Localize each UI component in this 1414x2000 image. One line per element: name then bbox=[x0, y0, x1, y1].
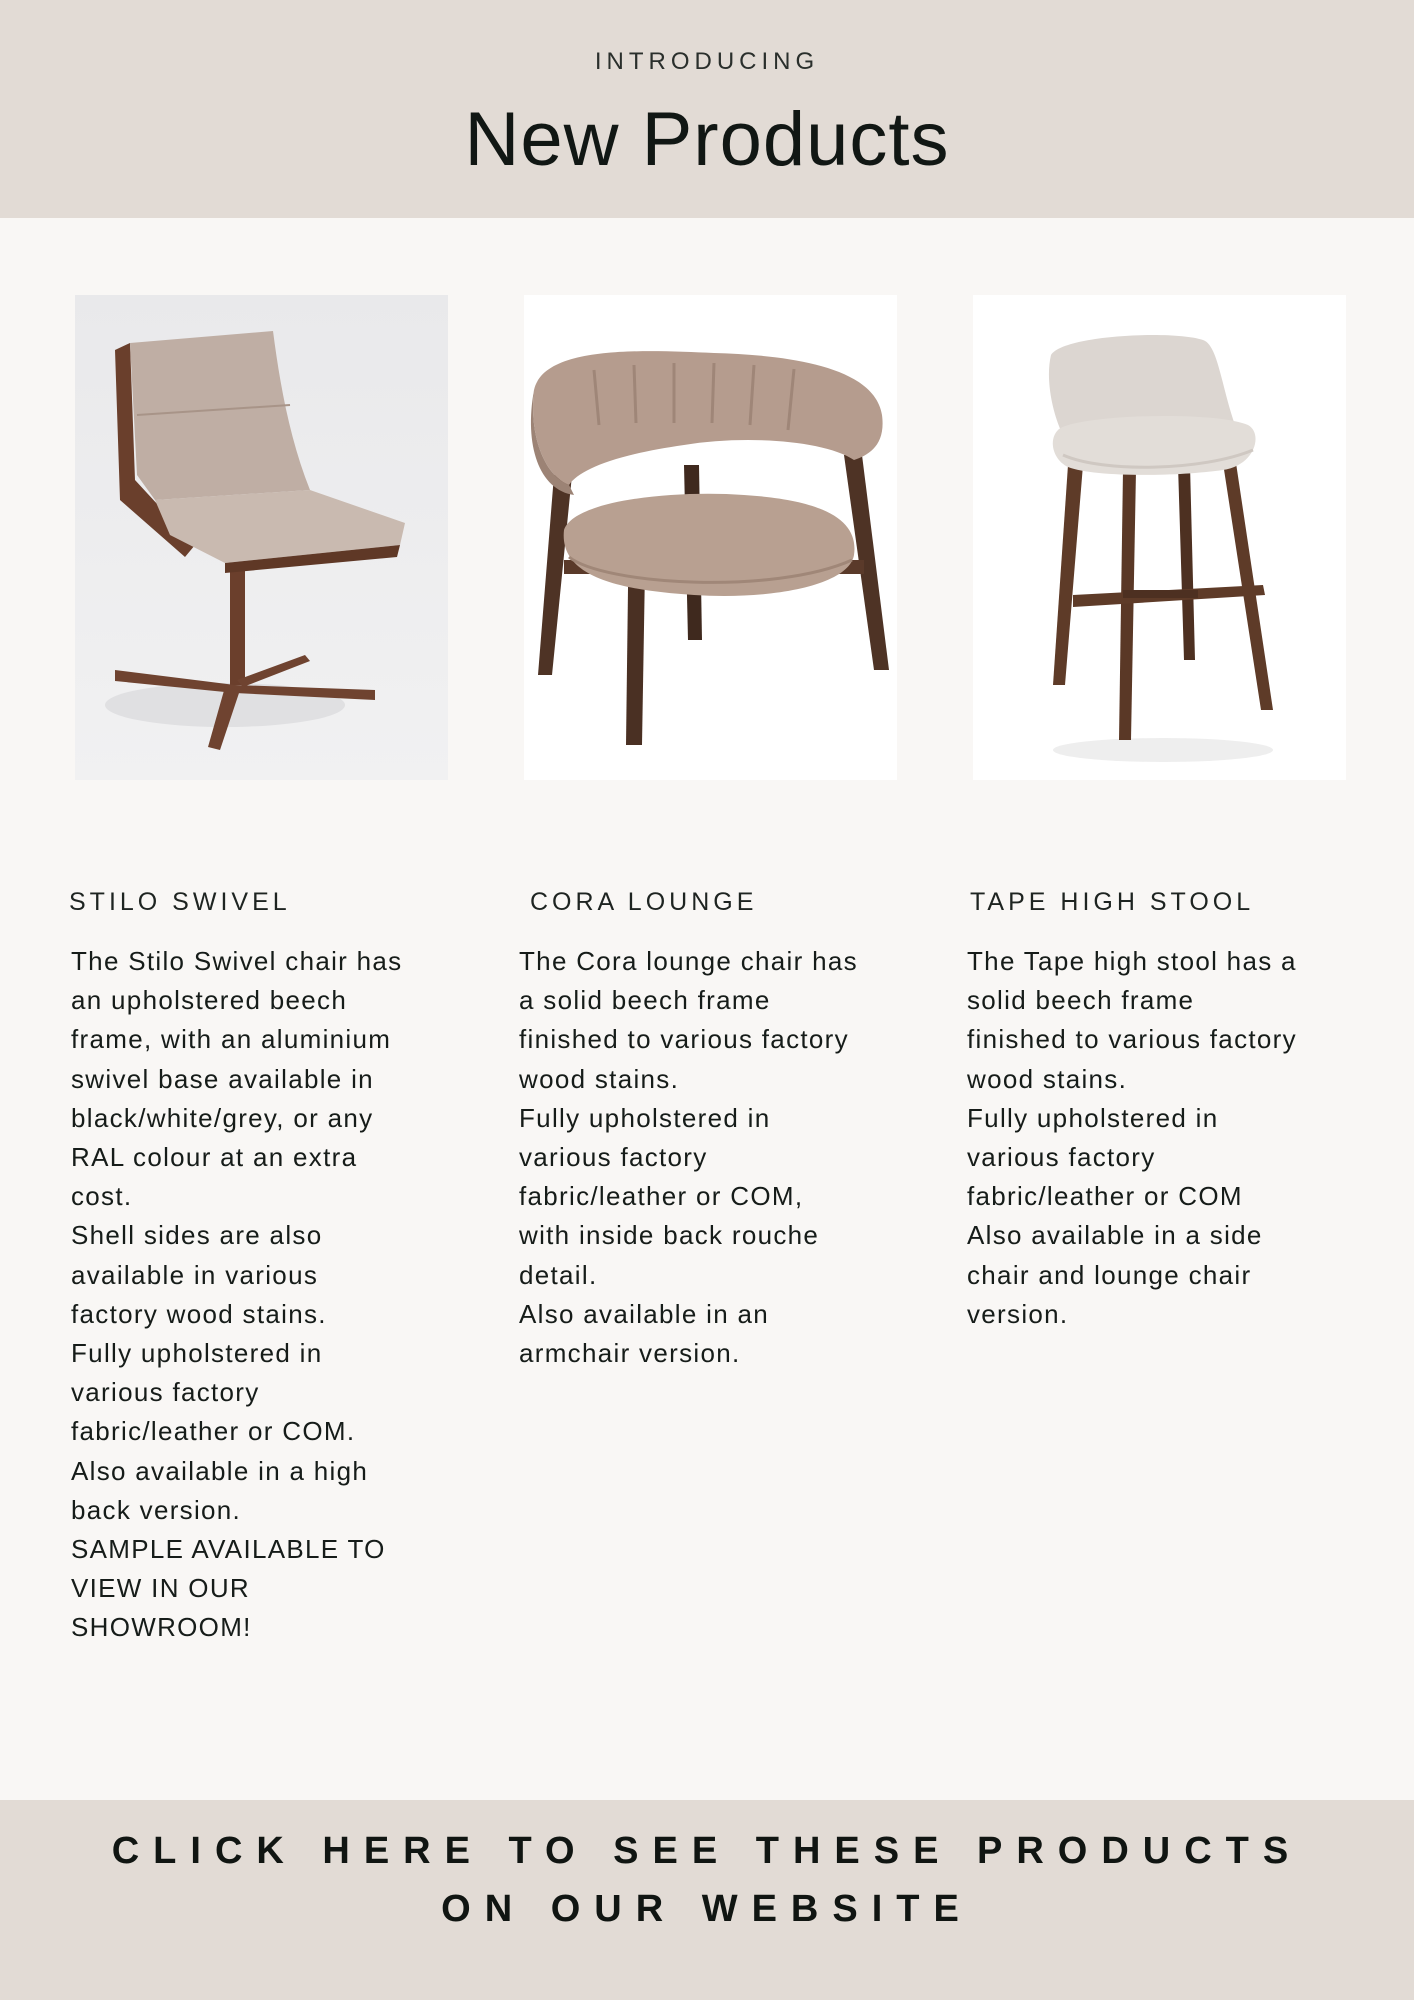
description-line: various factory bbox=[519, 1142, 708, 1173]
product-description-tape-high-stool bbox=[967, 942, 1347, 1334]
description-line: black/white/grey, or any bbox=[71, 1102, 374, 1133]
description-line: cost. bbox=[71, 1181, 133, 1212]
description-line: factory wood stains. bbox=[71, 1298, 327, 1329]
description-line: Fully upholstered in bbox=[967, 1102, 1219, 1133]
description-line: fabric/leather or COM. bbox=[71, 1416, 356, 1447]
header-kicker: INTRODUCING bbox=[594, 48, 820, 75]
description-line: frame, with an aluminium bbox=[71, 1024, 392, 1055]
description-line: The Cora lounge chair has bbox=[519, 946, 858, 976]
description-line: version. bbox=[967, 1298, 1069, 1329]
description-line: The Tape high stool has a bbox=[967, 946, 1297, 976]
high-stool-photo bbox=[973, 295, 1346, 780]
description-line: RAL colour at an extra bbox=[71, 1142, 358, 1173]
description-line: SHOWROOM! bbox=[71, 1612, 252, 1643]
description-line: available in various bbox=[71, 1259, 319, 1290]
product-name-tape-high-stool: TAPE HIGH STOOL bbox=[970, 888, 1255, 916]
high-stool-illustration bbox=[973, 295, 1346, 780]
description-line: fabric/leather or COM bbox=[967, 1181, 1243, 1212]
description-line: wood stains. bbox=[967, 1063, 1128, 1094]
cta-line[interactable]: ON OUR WEBSITE bbox=[441, 1888, 973, 1930]
description-line: chair and lounge chair bbox=[967, 1259, 1252, 1290]
description-line: swivel base available in bbox=[71, 1063, 374, 1094]
product-name-stilo-swivel: STILO SWIVEL bbox=[69, 888, 291, 916]
description-line: finished to various factory bbox=[967, 1024, 1297, 1055]
description-line: Also available in an bbox=[519, 1298, 770, 1329]
description-line: solid beech frame bbox=[967, 985, 1195, 1016]
description-line: wood stains. bbox=[519, 1063, 680, 1094]
description-line: VIEW IN OUR bbox=[71, 1573, 250, 1604]
description-line: The Stilo Swivel chair has bbox=[71, 946, 403, 976]
product-description-stilo-swivel bbox=[71, 942, 451, 1648]
website-link-button[interactable] bbox=[0, 1822, 1414, 1938]
description-line: Also available in a high bbox=[71, 1455, 369, 1486]
description-line: back version. bbox=[71, 1494, 242, 1525]
description-line: with inside back rouche bbox=[519, 1220, 820, 1251]
page-title: New Products bbox=[464, 97, 950, 182]
description-line: Fully upholstered in bbox=[519, 1102, 771, 1133]
product-name-cora-lounge: CORA LOUNGE bbox=[530, 888, 758, 916]
lounge-chair-photo bbox=[524, 295, 897, 780]
description-line: finished to various factory bbox=[519, 1024, 849, 1055]
swivel-chair-illustration bbox=[75, 295, 448, 780]
description-line: an upholstered beech bbox=[71, 985, 348, 1016]
product-description-cora-lounge bbox=[519, 942, 899, 1373]
description-line: various factory bbox=[967, 1142, 1156, 1173]
cta-line[interactable]: CLICK HERE TO SEE THESE PRODUCTS bbox=[111, 1830, 1303, 1872]
swivel-chair-photo bbox=[75, 295, 448, 780]
description-line: armchair version. bbox=[519, 1338, 741, 1369]
description-line: detail. bbox=[519, 1259, 598, 1290]
description-line: Fully upholstered in bbox=[71, 1338, 323, 1369]
description-line: Also available in a side bbox=[967, 1220, 1263, 1251]
description-line: fabric/leather or COM, bbox=[519, 1181, 804, 1212]
description-line: various factory bbox=[71, 1377, 260, 1408]
lounge-chair-illustration bbox=[524, 295, 897, 780]
description-line: a solid beech frame bbox=[519, 985, 771, 1016]
description-line: SAMPLE AVAILABLE TO bbox=[71, 1534, 386, 1565]
description-line: Shell sides are also bbox=[71, 1220, 323, 1251]
